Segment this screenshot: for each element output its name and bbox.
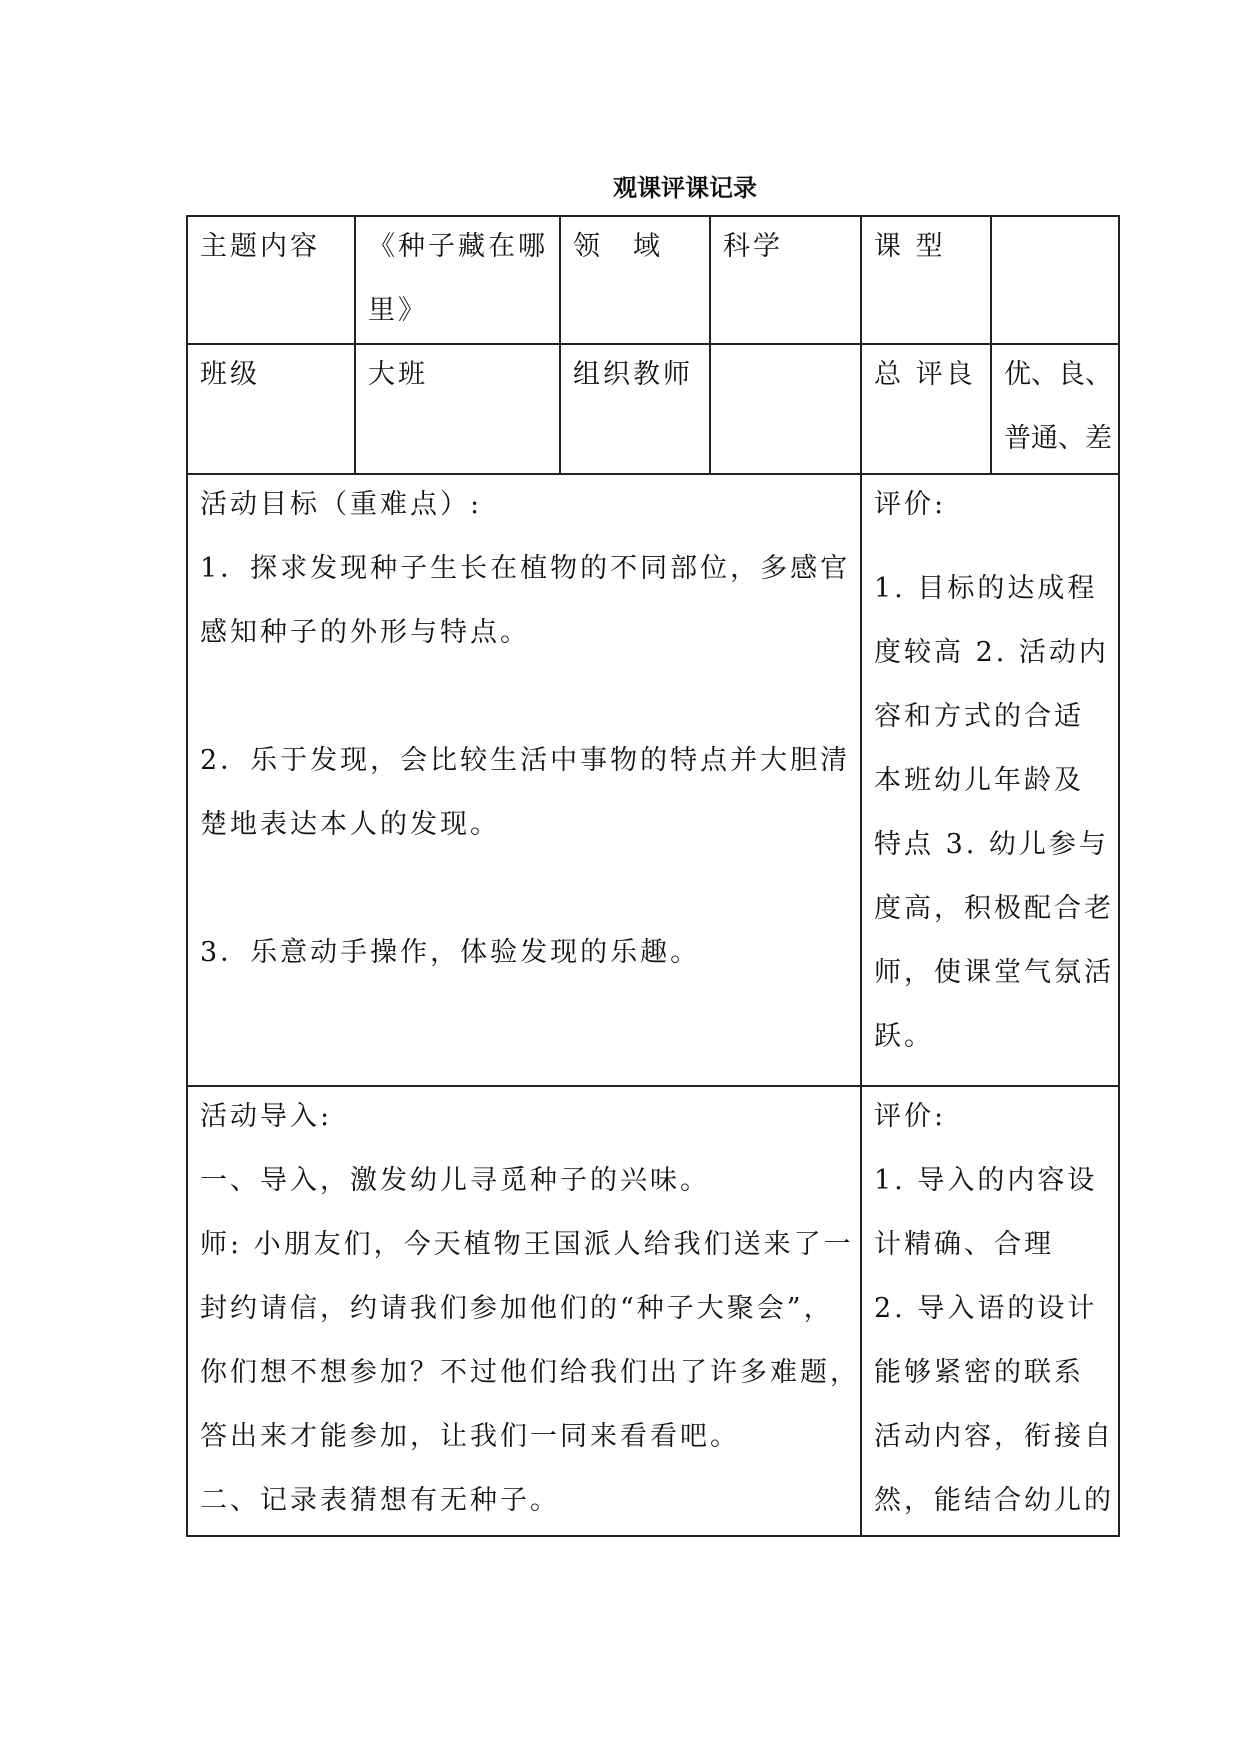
rating-options-line-2: 普通、差 <box>1004 423 1112 454</box>
activity-intro <box>200 1085 860 1533</box>
intro-heading: 活动导入: <box>200 1101 333 1132</box>
goals-eval-line: 师，使课堂气氛活 <box>874 957 1114 988</box>
col-divider-3 <box>709 215 711 473</box>
col-divider-4 <box>860 215 862 1537</box>
document-title: 观课评课记录 <box>613 174 757 202</box>
topic-value <box>368 215 548 343</box>
intro-line: 答出来才能参加，让我们一同来看看吧。 <box>200 1421 740 1452</box>
intro-eval-line: 计精确、合理 <box>874 1229 1054 1260</box>
intro-eval-line: 然，能结合幼儿的 <box>874 1485 1114 1516</box>
goals-heading: 活动目标（重难点）: <box>200 489 483 520</box>
goals-eval-line: 特点 3. 幼儿参与 <box>874 829 1109 860</box>
rating-options <box>1004 343 1112 471</box>
intro-line: 师: 小朋友们，今天植物王国派人给我们送来了一 <box>200 1229 854 1260</box>
goal-3: 3．乐意动手操作，体验发现的乐趣。 <box>200 937 701 968</box>
teacher-label: 组织教师 <box>573 359 693 390</box>
intro-line: 你们想不想参加？不过他们给我们出了许多难题， <box>200 1357 860 1388</box>
domain-value: 科学 <box>723 231 783 262</box>
goals-eval-line: 度较高 2. 活动内 <box>874 637 1109 668</box>
intro-eval-line: 活动内容，衔接自 <box>874 1421 1114 1452</box>
goals-eval-line: 度高，积极配合老 <box>874 893 1114 924</box>
type-label: 课 型 <box>874 231 946 262</box>
topic-value-line-2: 里》 <box>368 295 428 326</box>
evaluation-table <box>186 215 1120 1537</box>
goals-eval-heading: 评价: <box>874 489 947 520</box>
goals-eval-line: 容和方式的合适 <box>874 701 1084 732</box>
activity-goals <box>200 473 850 985</box>
goal-2-line-1: 2．乐于发现，会比较生活中事物的特点并大胆清 <box>200 745 851 776</box>
table-border-bottom <box>186 1535 1120 1537</box>
intro-eval-line: 能够紧密的联系 <box>874 1357 1084 1388</box>
class-value: 大班 <box>368 359 428 390</box>
goal-1-line-1: 1．探求发现种子生长在植物的不同部位，多感官 <box>200 553 851 584</box>
table-border-right <box>1118 215 1120 1537</box>
goal-1-line-2: 感知种子的外形与特点。 <box>200 617 530 648</box>
intro-line: 二、记录表猜想有无种子。 <box>200 1485 560 1516</box>
class-label: 班级 <box>200 359 260 390</box>
table-border-left <box>186 215 188 1537</box>
topic-value-line-1: 《种子藏在哪 <box>368 231 548 262</box>
domain-label: 领 域 <box>573 231 663 262</box>
intro-eval-line: 2. 导入语的设计 <box>874 1293 1098 1324</box>
rating-label: 总 评良 <box>874 359 976 390</box>
intro-eval-heading: 评价: <box>874 1101 947 1132</box>
intro-evaluation <box>874 1085 1114 1533</box>
goals-evaluation <box>874 473 1114 1069</box>
rating-options-line-1: 优、良、 <box>1004 359 1112 390</box>
col-divider-5 <box>990 215 992 473</box>
goals-eval-line: 1. 目标的达成程 <box>874 573 1098 604</box>
intro-line: 一、导入，激发幼儿寻觅种子的兴味。 <box>200 1165 710 1196</box>
col-divider-2 <box>559 215 561 473</box>
col-divider-1 <box>354 215 356 473</box>
goal-2-line-2: 楚地表达本人的发现。 <box>200 809 500 840</box>
topic-label: 主题内容 <box>200 231 320 262</box>
intro-line: 封约请信，约请我们参加他们的“种子大聚会”， <box>200 1293 834 1324</box>
goals-eval-line: 跃。 <box>874 1021 934 1052</box>
goals-eval-line: 本班幼儿年龄及 <box>874 765 1084 796</box>
intro-eval-line: 1. 导入的内容设 <box>874 1165 1098 1196</box>
